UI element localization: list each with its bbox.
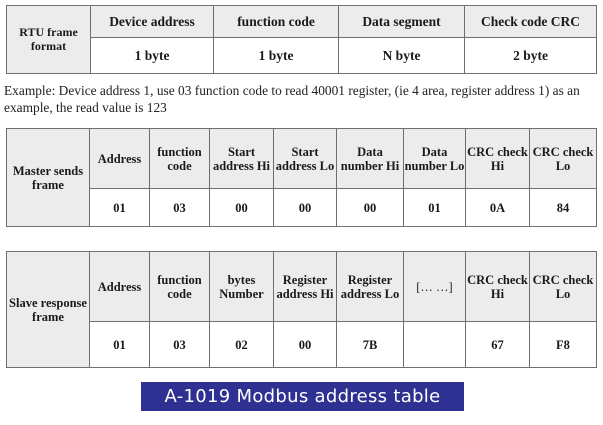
slave-value-register-address-hi: 00 [274,322,337,368]
master-header-data-number-hi: Data number Hi [337,129,404,189]
slave-value-crc-hi: 67 [466,322,530,368]
value-device-address: 1 byte [91,38,214,74]
value-function-code: 1 byte [214,38,339,74]
master-value-address: 01 [90,189,150,227]
master-value-crc-lo: 84 [530,189,597,227]
master-header-start-address-lo: Start address Lo [274,129,337,189]
master-frame-label: Master sends frame [7,129,90,227]
example-text: Example: Device address 1, use 03 function code to read 40001 register, (ie 4 area, register address 1) as an example, the read value is 123 [4,83,580,115]
master-value-crc-hi: 0A [466,189,530,227]
slave-header-register-address-hi: Register address Hi [274,252,337,322]
slave-header-function-code: function code [150,252,210,322]
master-header-crc-lo: CRC check Lo [530,129,597,189]
master-value-start-address-hi: 00 [210,189,274,227]
master-header-address: Address [90,129,150,189]
value-check-code: 2 byte [465,38,597,74]
master-header-data-number-lo: Data number Lo [404,129,466,189]
master-sends-frame-table [6,128,597,227]
slave-header-bytes-number: bytes Number [210,252,274,322]
master-value-function-code: 03 [150,189,210,227]
slave-header-crc-hi: CRC check Hi [466,252,530,322]
header-function-code: function code [214,6,339,38]
slave-value-function-code: 03 [150,322,210,368]
rtu-frame-format-table [6,5,597,74]
slave-value-ellipsis [404,322,466,368]
slave-header-ellipsis: [… …] [404,252,466,322]
master-header-function-code: function code [150,129,210,189]
slave-response-frame-table [6,251,597,368]
slave-value-address: 01 [90,322,150,368]
modbus-address-table-banner: A-1019 Modbus address table [141,382,464,411]
slave-header-address: Address [90,252,150,322]
header-data-segment: Data segment [339,6,465,38]
frame-format-label: RTU frame format [7,6,91,74]
header-device-address: Device address [91,6,214,38]
slave-header-crc-lo: CRC check Lo [530,252,597,322]
slave-value-crc-lo: F8 [530,322,597,368]
master-header-start-address-hi: Start address Hi [210,129,274,189]
master-value-data-number-hi: 00 [337,189,404,227]
master-header-crc-hi: CRC check Hi [466,129,530,189]
value-data-segment: N byte [339,38,465,74]
master-value-start-address-lo: 00 [274,189,337,227]
slave-frame-label: Slave response frame [7,252,90,368]
slave-value-register-address-lo: 7B [337,322,404,368]
slave-value-bytes-number: 02 [210,322,274,368]
header-check-code: Check code CRC [465,6,597,38]
slave-header-register-address-lo: Register address Lo [337,252,404,322]
master-value-data-number-lo: 01 [404,189,466,227]
